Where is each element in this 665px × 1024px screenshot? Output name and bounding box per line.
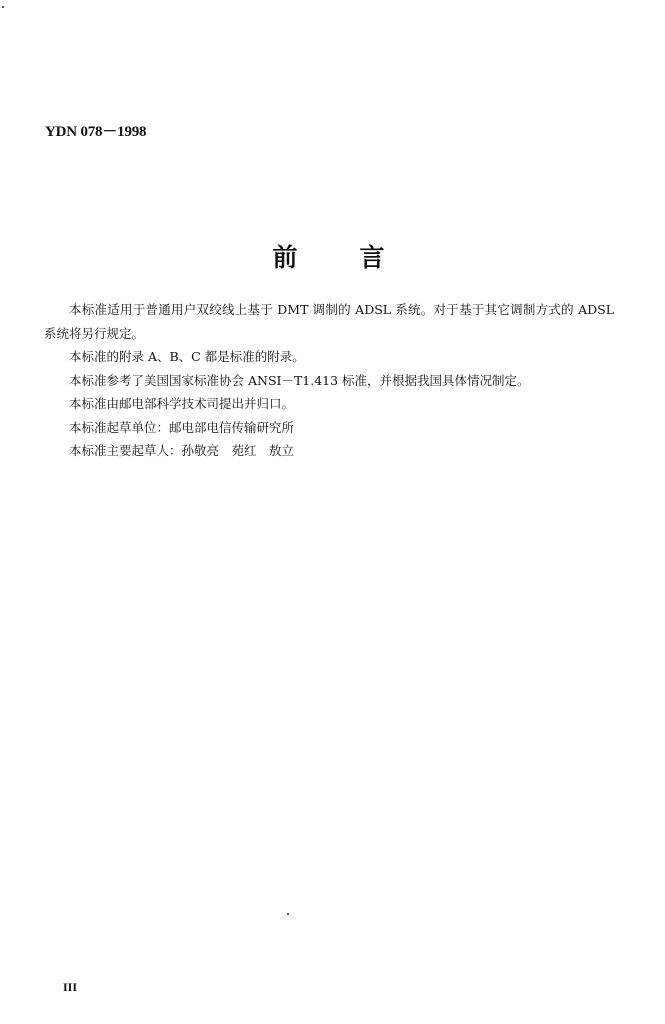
paragraph-drafting-unit: 本标准起草单位：邮电部电信传输研究所 [69,419,295,435]
paragraph-appendix: 本标准的附录 A、B、C 都是标准的附录。 [69,349,305,364]
page-title: 前言 [272,243,447,272]
standard-number: YDN 078－1998 [45,124,147,140]
scan-speck [287,913,289,915]
paragraph-scope: 本标准适用于普通用户双绞线上基于 DMT 调制的 ADSL 系统。对于基于其它调制方式的 ADSL 系统将另行规定。 [44,302,614,341]
page-number: III [63,980,78,994]
paragraph-drafters: 本标准主要起草人：孙敬亮 苑红 敖立 [69,443,295,458]
paragraph-reference: 本标准参考了美国国家标准协会 ANSI－T1.413 标准，并根据我国具体情况制定。 [69,372,530,388]
foreword-body [44,298,614,463]
paragraph-proposer: 本标准由邮电部科学技术司提出并归口。 [69,396,295,411]
scan-speck [2,6,4,8]
